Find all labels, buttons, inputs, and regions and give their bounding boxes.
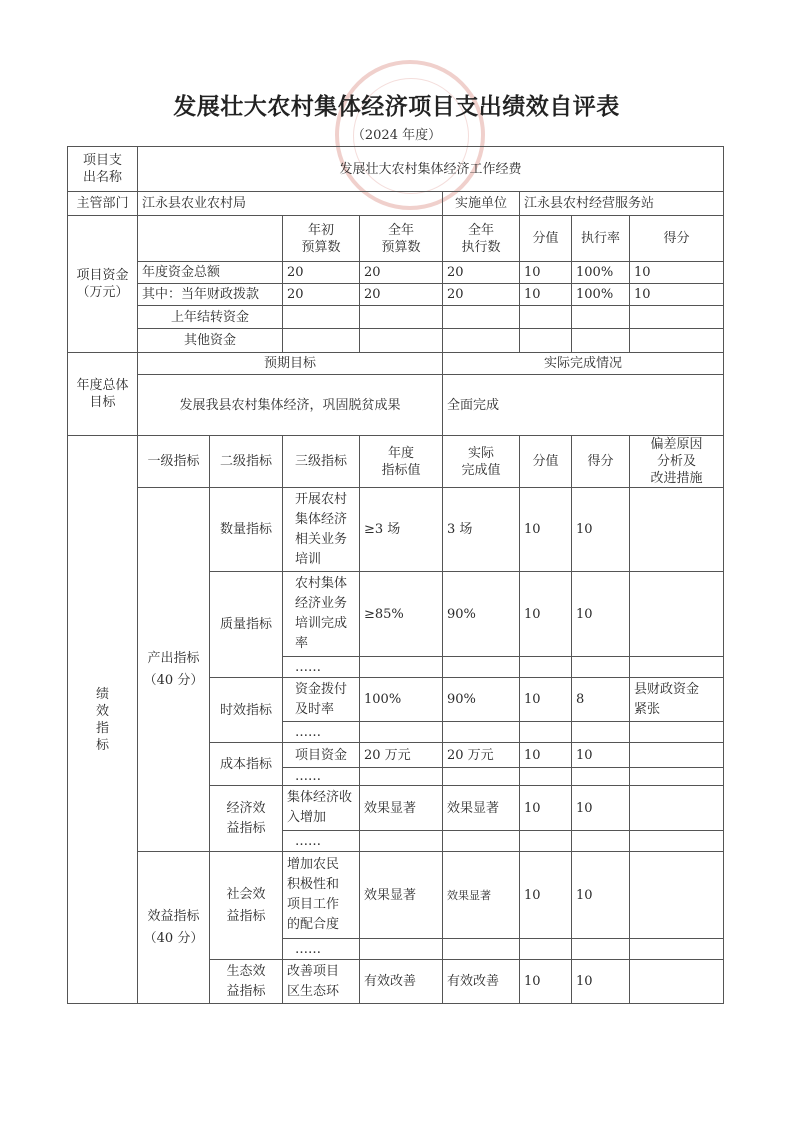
funds-header-executed: 全年 执行数 [443,216,520,262]
perf-header-deviation: 偏差原因 分析及 改进措施 [630,436,724,488]
ecological-indicator-item: 改善项目 区生态环 [283,960,360,1004]
dept-value: 江永县农业农村局 [138,192,443,216]
perf-header-score: 得分 [572,436,630,488]
funds-cell: 10 [630,284,724,306]
cost-indicator-label: 成本指标 [210,743,283,786]
perf-header-level2: 二级指标 [210,436,283,488]
project-name-label: 项目支 出名称 [68,147,138,192]
funds-cell: 10 [520,262,572,284]
timeliness-indicator-label: 时效指标 [210,678,283,743]
funds-header-annual-budget: 全年 预算数 [360,216,443,262]
indicator-row-quantity [68,488,724,572]
perf-header-score-value: 分值 [520,436,572,488]
ellipsis-cell: …… [283,657,360,678]
funds-cell: 20 [283,284,360,306]
funds-header-execution-rate: 执行率 [572,216,630,262]
page-subtitle-year: （2024 年度） [351,128,442,143]
funds-cell [630,329,724,353]
quantity-deviation [630,488,724,572]
cost-score-value: 10 [520,743,572,768]
ellipsis-cell: …… [283,722,360,743]
funds-label: 项目资金 （万元） [68,216,138,353]
self-evaluation-table [67,146,724,1004]
funds-cell: 100% [572,284,630,306]
cost-actual: 20 万元 [443,743,520,768]
ecological-score-value: 10 [520,960,572,1004]
funds-cell: 20 [360,284,443,306]
ellipsis-cell: …… [283,831,360,852]
economic-actual: 效果显著 [443,786,520,831]
funds-header-score-value: 分值 [520,216,572,262]
timeliness-score: 8 [572,678,630,722]
cost-score: 10 [572,743,630,768]
project-name-value: 发展壮大农村集体经济工作经费 [138,147,724,192]
funds-cell [360,329,443,353]
funds-row-other [68,329,724,353]
funds-cell: 20 [443,284,520,306]
quality-indicator-item: 农村集体 经济业务 培训完成 率 [283,572,360,657]
benefit-indicators-label: 效益指标 （40 分） [138,852,210,1004]
social-score: 10 [572,852,630,939]
goals-expected-value: 发展我县农村集体经济，巩固脱贫成果 [138,375,443,436]
quantity-indicator-label: 数量指标 [210,488,283,572]
social-indicator-item: 增加农民 积极性和 项目工作 的配合度 [283,852,360,939]
quantity-actual: 3 场 [443,488,520,572]
dept-label: 主管部门 [68,192,138,216]
indicator-row-social [68,852,724,939]
funds-cell: 10 [520,284,572,306]
funds-header-row [68,216,724,262]
funds-header-score: 得分 [630,216,724,262]
economic-indicator-item: 集体经济收 入增加 [283,786,360,831]
timeliness-actual: 90% [443,678,520,722]
funds-cell: 20 [443,262,520,284]
department-row [68,192,724,216]
quality-actual: 90% [443,572,520,657]
funds-cell [630,306,724,329]
impl-unit-value: 江永县农村经营服务站 [520,192,724,216]
social-score-value: 10 [520,852,572,939]
ecological-actual: 有效改善 [443,960,520,1004]
funds-row-fiscal [68,284,724,306]
perf-header-actual: 实际 完成值 [443,436,520,488]
funds-header-blank [138,216,283,262]
ecological-score: 10 [572,960,630,1004]
funds-cell [443,329,520,353]
funds-row-label: 上年结转资金 [138,306,283,329]
timeliness-score-value: 10 [520,678,572,722]
quantity-score-value: 10 [520,488,572,572]
perf-header-level1: 一级指标 [138,436,210,488]
output-indicators-label: 产出指标 （40 分） [138,488,210,852]
funds-cell [283,306,360,329]
funds-cell: 100% [572,262,630,284]
funds-cell [443,306,520,329]
quality-score: 10 [572,572,630,657]
impl-unit-label: 实施单位 [443,192,520,216]
funds-row-label: 其他资金 [138,329,283,353]
social-indicator-label: 社会效 益指标 [210,852,283,960]
economic-score-value: 10 [520,786,572,831]
goals-actual-header: 实际完成情况 [443,353,724,375]
quantity-target: ≥3 场 [360,488,443,572]
goals-value-row [68,375,724,436]
timeliness-deviation: 县财政资金 紧张 [630,678,724,722]
perf-header-level3: 三级指标 [283,436,360,488]
funds-cell [572,306,630,329]
goals-label: 年度总体 目标 [68,353,138,436]
funds-row-label: 其中：当年财政拨款 [138,284,283,306]
funds-row-carryover [68,306,724,329]
economic-target: 效果显著 [360,786,443,831]
ecological-indicator-label: 生态效 益指标 [210,960,283,1004]
performance-indicators-label: 绩 效 指 标 [68,436,138,1004]
social-deviation [630,852,724,939]
funds-cell: 10 [630,262,724,284]
ecological-target: 有效改善 [360,960,443,1004]
timeliness-indicator-item: 资金拨付 及时率 [283,678,360,722]
social-target: 效果显著 [360,852,443,939]
ellipsis-cell: …… [283,939,360,960]
funds-cell: 20 [283,262,360,284]
funds-cell [283,329,360,353]
timeliness-target: 100% [360,678,443,722]
cost-deviation [630,743,724,768]
funds-cell [520,329,572,353]
performance-header-row [68,436,724,488]
economic-deviation [630,786,724,831]
quantity-score: 10 [572,488,630,572]
page-title: 发展壮大农村集体经济项目支出绩效自评表 [173,94,620,120]
quality-indicator-label: 质量指标 [210,572,283,678]
perf-header-target: 年度 指标值 [360,436,443,488]
goals-actual-value: 全面完成 [443,375,724,436]
funds-row-label: 年度资金总额 [138,262,283,284]
quality-target: ≥85% [360,572,443,657]
goals-expected-header: 预期目标 [138,353,443,375]
funds-row-total [68,262,724,284]
project-name-row [68,147,724,192]
goals-header-row [68,353,724,375]
funds-cell [572,329,630,353]
quality-deviation [630,572,724,657]
quality-score-value: 10 [520,572,572,657]
funds-cell [520,306,572,329]
funds-cell [360,306,443,329]
cost-target: 20 万元 [360,743,443,768]
funds-header-initial-budget: 年初 预算数 [283,216,360,262]
funds-cell: 20 [360,262,443,284]
ellipsis-cell: …… [283,768,360,786]
quantity-indicator-item: 开展农村 集体经济 相关业务 培训 [283,488,360,572]
economic-indicator-label: 经济效 益指标 [210,786,283,852]
cost-indicator-item: 项目资金 [283,743,360,768]
economic-score: 10 [572,786,630,831]
ecological-deviation [630,960,724,1004]
social-actual: 效果显著 [443,852,520,939]
